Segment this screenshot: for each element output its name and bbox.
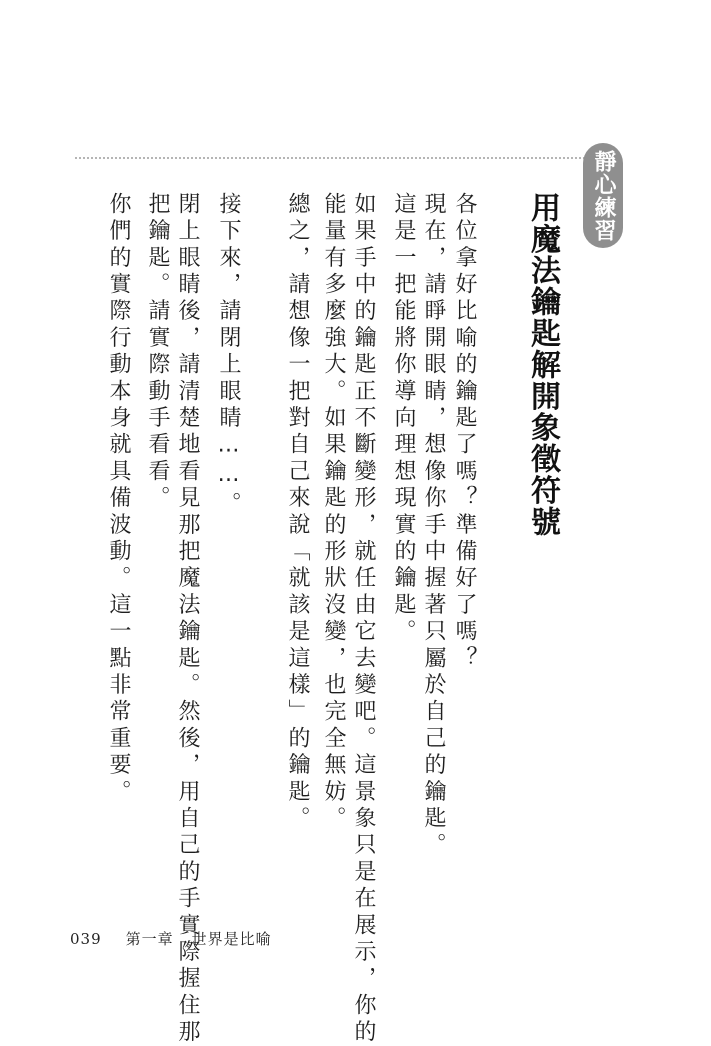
body-line: 你們的實際行動本身就具備波動。這一點非常重要。 bbox=[106, 192, 131, 807]
chapter-title: 世界是比喻 bbox=[191, 930, 272, 948]
body-line: 閉上眼睛後，請清楚地看見那把魔法鑰匙。然後，用自己的手實際握住那 bbox=[175, 192, 200, 1046]
page-number: 039 bbox=[70, 930, 102, 948]
chapter-label: 第一章 bbox=[125, 930, 174, 948]
body-line: 如果手中的鑰匙正不斷變形，就任由它去變吧。這景象只是在展示，你的 bbox=[351, 192, 376, 1046]
page-footer bbox=[70, 928, 272, 949]
body-line: 把鑰匙。請實際動手看看。 bbox=[145, 192, 170, 513]
dotted-divider bbox=[75, 157, 585, 159]
body-line: 這是一把能將你導向理想現實的鑰匙。 bbox=[391, 192, 416, 646]
body-line: 現在，請睜開眼睛，想像你手中握著只屬於自己的鑰匙。 bbox=[421, 192, 446, 860]
section-tab: 靜心練習 bbox=[583, 143, 623, 248]
body-line: 總之，請想像一把對自己來說「就該是這樣」的鑰匙。 bbox=[285, 192, 310, 833]
section-title: 用魔法鑰匙解開象徵符號 bbox=[525, 192, 560, 538]
body-line: 接下來，請閉上眼睛……。 bbox=[216, 192, 241, 519]
body-line: 能量有多麼強大。如果鑰匙的形狀沒變，也完全無妨。 bbox=[321, 192, 346, 833]
body-line: 各位拿好比喻的鑰匙了嗎？準備好了嗎？ bbox=[452, 192, 477, 673]
